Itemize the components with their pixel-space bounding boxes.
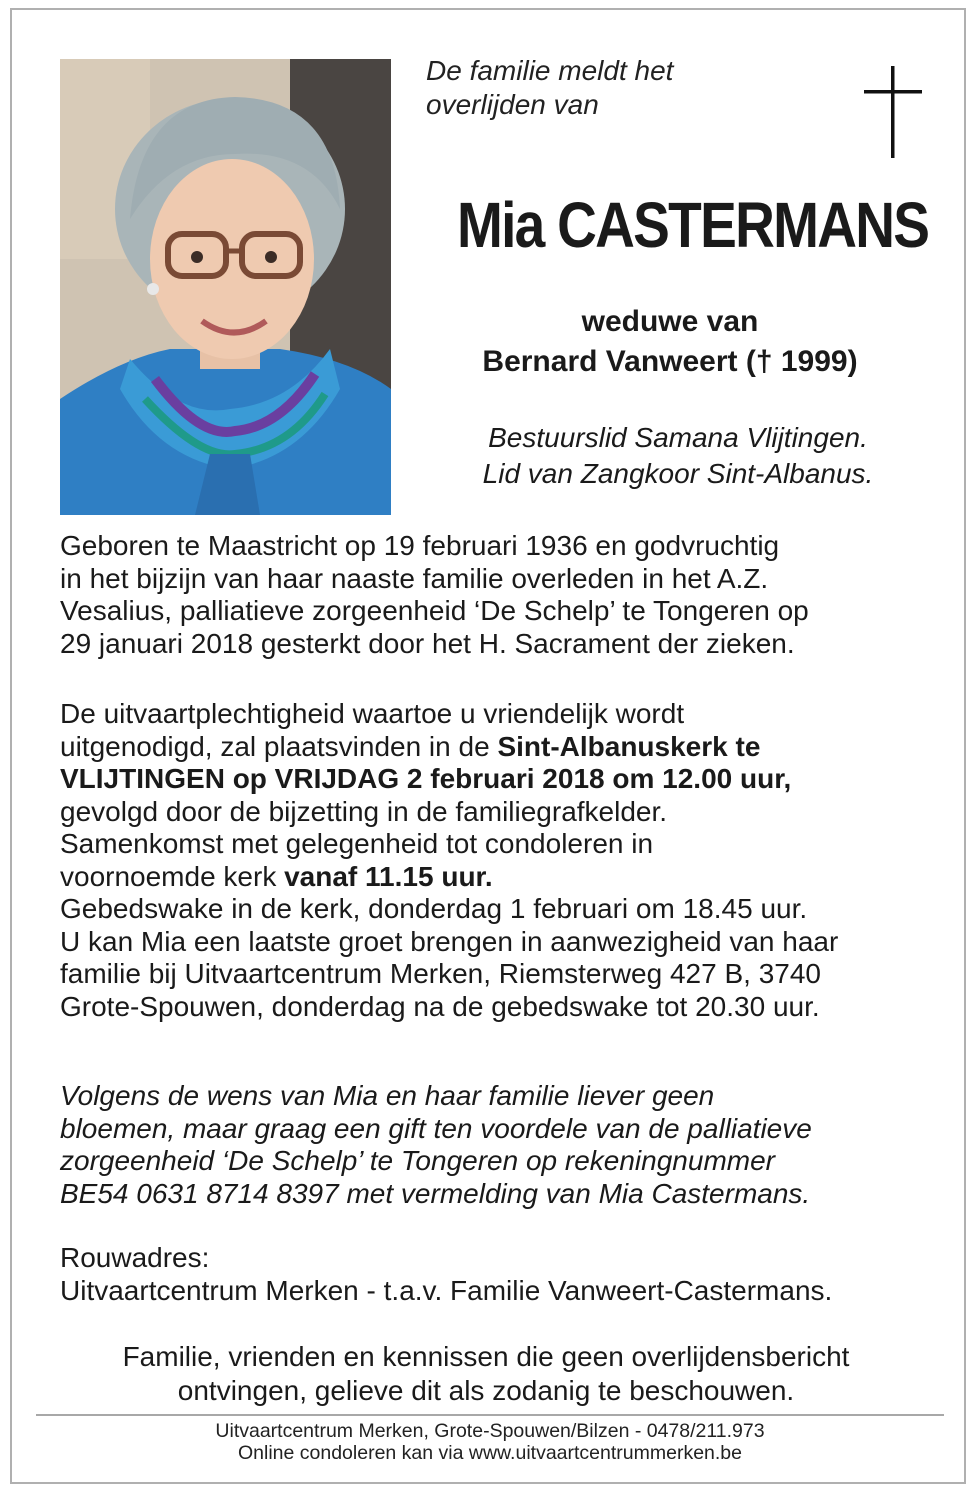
paragraph-line (60, 763, 940, 796)
paragraph-line: 29 januari 2018 gesterkt door het H. Sacrament der zieken. (60, 627, 795, 659)
paragraph-line: De uitvaartplechtigheid waartoe u vriendelijk wordt (60, 698, 685, 729)
paragraph-line: Vesalius, palliatieve zorgeenheid ‘De Schelp’ te Tongeren op (60, 595, 809, 626)
latin-cross-icon (864, 66, 922, 158)
footer-contact: Uitvaartcentrum Merken, Grote-Spouwen/Bilzen - 0478/211.973 (215, 1420, 765, 1442)
paragraph-line: Gebedswake in de kerk, donderdag 1 februari om 18.45 uur. (60, 893, 808, 924)
role-line: Lid van Zangkoor Sint-Albanus. (482, 458, 874, 489)
spouse-name: Bernard Vanweert († 1999) (482, 345, 858, 378)
intro-text (426, 54, 746, 122)
paragraph-line: familie bij Uitvaartcentrum Merken, Riemsterweg 427 B, 3740 (60, 958, 821, 989)
birth-death-paragraph (60, 530, 940, 660)
closing-note (60, 1340, 912, 1408)
portrait-photo (60, 59, 391, 515)
spouse-label: weduwe van (581, 305, 759, 338)
address-value: Uitvaartcentrum Merken - t.a.v. Familie Vanweert-Castermans. (60, 1274, 833, 1306)
address-label: Rouwadres: (60, 1242, 210, 1273)
condolence-time: vanaf 11.15 uur. (284, 860, 493, 892)
role-line: Bestuurslid Samana Vlijtingen. (488, 422, 868, 453)
paragraph-line: U kan Mia een laatste groet brengen in aanwezigheid van haar (60, 925, 839, 957)
paragraph-line (60, 731, 940, 764)
paragraph-line: Samenkomst met gelegenheid tot condoleren in (60, 828, 654, 859)
paragraph-line: BE54 0631 8714 8397 met vermelding van Mia Castermans. (60, 1177, 811, 1209)
roles-text (420, 420, 936, 492)
mourning-address (60, 1242, 940, 1307)
closing-line: ontvingen, gelieve dit als zodanig te beschouwen. (177, 1375, 795, 1406)
paragraph-text: voornoemde kerk (60, 860, 285, 892)
paragraph-text: uitgenodigd, zal plaatsvinden in de (60, 730, 498, 762)
church-location: Sint-Albanuskerk te (497, 730, 761, 762)
footer-divider (36, 1414, 944, 1416)
footer-website: Online condoleren kan via www.uitvaartcentrummerken.be (237, 1442, 742, 1464)
footer (36, 1420, 944, 1464)
spouse-info (420, 302, 920, 382)
paragraph-line: Grote-Spouwen, donderdag na de gebedswake tot 20.30 uur. (60, 990, 820, 1022)
deceased-name: Mia CASTERMANS (456, 189, 929, 261)
paragraph-line: gevolgd door de bijzetting in de familiegrafkelder. (60, 795, 668, 827)
funeral-paragraph (60, 698, 940, 1023)
paragraph-line: bloemen, maar graag een gift ten voordele van de palliatieve (60, 1112, 812, 1144)
intro-line: De familie meldt het (426, 55, 674, 86)
wishes-paragraph (60, 1080, 940, 1210)
paragraph-line: zorgeenheid ‘De Schelp’ te Tongeren op rekeningnummer (60, 1145, 775, 1176)
paragraph-line: in het bijzijn van haar naaste familie overleden in het A.Z. (60, 562, 769, 594)
paragraph-line: Geboren te Maastricht op 19 februari 1936 en godvruchtig (60, 530, 780, 561)
paragraph-line: Volgens de wens van Mia en haar familie liever geen (60, 1080, 715, 1111)
intro-line: overlijden van (426, 89, 599, 120)
closing-line: Familie, vrienden en kennissen die geen overlijdensbericht (122, 1341, 850, 1372)
paragraph-line (60, 861, 940, 894)
ceremony-datetime: VLIJTINGEN op VRIJDAG 2 februari 2018 om 12.00 uur, (60, 763, 792, 794)
portrait-illustration (60, 59, 391, 515)
